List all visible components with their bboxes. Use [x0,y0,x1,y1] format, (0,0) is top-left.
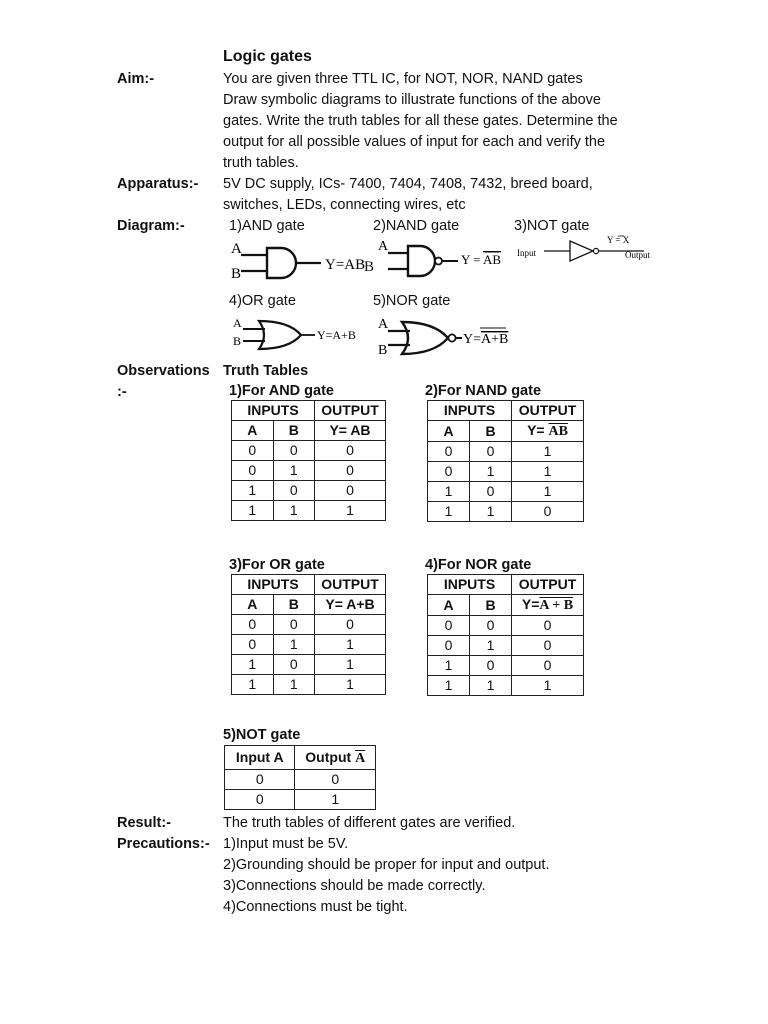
table-row: 1 0 1 [232,655,386,675]
and-truth-table [231,400,386,521]
table-row: 1 1 1 [232,675,386,695]
result-label: Result:- [117,815,171,831]
or-input-a: A [233,316,242,330]
nand-table-title: 2)For NAND gate [425,383,542,399]
table-row: 0 1 0 [232,461,386,481]
output-header: OUTPUT [315,575,386,595]
aim-line-4: output for all possible values of input for each and verify the [223,134,606,150]
or-input-b: B [233,334,242,348]
not-truth-table [224,745,376,810]
output-expression: Y= A+B [315,595,386,615]
or-gate-symbol [231,315,366,355]
col-a-header: A [428,595,470,616]
nand-input-b: B [364,259,375,275]
apparatus-label: Apparatus:- [117,176,199,192]
output-header: OUTPUT [315,401,386,421]
result-text: The truth tables of different gates are verified. [223,815,516,831]
inputs-header: INPUTS [428,575,512,595]
nand-expression-over: AB [483,252,502,267]
table-row: 1 1 1 [428,676,584,696]
and-expression: Y=AB [325,257,366,273]
apparatus-line-2: switches, LEDs, connecting wires, etc [223,197,466,213]
output-header: OUTPUT [512,401,584,421]
not-gate-symbol [514,234,659,270]
not-input-label: Input [517,248,536,258]
table-row: 0 0 0 [232,615,386,635]
col-a-header: A [232,595,274,615]
not-expression: Y = X [607,235,630,245]
observations-label-cont: :- [117,384,127,400]
and-input-a: A [231,241,242,257]
nand-truth-table [427,400,584,522]
input-a-header: Input A [225,746,295,770]
not-gate-caption: 3)NOT gate [514,218,590,234]
or-table-title: 3)For OR gate [229,557,325,573]
nand-gate-caption: 2)NAND gate [373,218,460,234]
truth-tables-heading: Truth Tables [223,363,309,379]
precaution-item-2: 2)Grounding should be proper for input and output. [223,857,550,873]
precaution-item-4: 4)Connections must be tight. [223,899,408,915]
table-row: 0 0 0 [428,616,584,636]
or-expression: Y=A+B [317,328,356,342]
table-row: 1 0 1 [428,482,584,502]
and-gate-caption: 1)AND gate [229,218,305,234]
nand-input-a: A [378,239,389,254]
output-expression: Y=A + B [512,595,584,616]
apparatus-line-1: 5V DC supply, ICs- 7400, 7404, 7408, 7432, breed board, [223,176,593,192]
col-a-header: A [428,421,470,442]
col-b-header: B [470,421,512,442]
table-row: 0 1 0 [428,636,584,656]
table-row: 1 0 0 [428,656,584,676]
aim-line-2: Draw symbolic diagrams to illustrate functions of the above [223,92,601,108]
nand-gate-symbol [376,236,506,284]
table-row: 1 1 1 [232,501,386,521]
output-header: OUTPUT [512,575,584,595]
svg-text:Y=A+B [463,332,508,347]
precaution-item-1: 1)Input must be 5V. [223,836,349,852]
nor-input-b: B [378,343,388,358]
nor-gate-symbol [376,314,516,358]
table-row: 0 1 1 [428,462,584,482]
page-title: Logic gates [223,48,312,65]
aim-label: Aim:- [117,71,155,87]
aim-line-5: truth tables. [223,155,299,171]
table-row: 0 0 [225,770,376,790]
inputs-header: INPUTS [232,575,315,595]
inputs-header: INPUTS [428,401,512,421]
table-row: 0 1 1 [232,635,386,655]
output-a-header: Output $\overline{A}$ [295,746,376,770]
or-truth-table [231,574,386,695]
inputs-header: INPUTS [232,401,315,421]
col-b-header: B [273,595,315,615]
output-expression: Y= AB [315,421,386,441]
table-row: 0 0 1 [428,442,584,462]
and-input-b: B [231,266,242,282]
nor-expression-prefix: Y= [463,332,482,347]
output-expression: $Y= \overline{AB}$ [512,421,584,442]
nor-table-title: 4)For NOR gate [425,557,532,573]
table-row: 0 1 [225,790,376,810]
aim-line-1: You are given three TTL IC, for NOT, NOR, NAND gates [223,71,583,87]
table-row: 1 1 0 [428,502,584,522]
table-row: 1 0 0 [232,481,386,501]
nor-gate-caption: 5)NOR gate [373,293,451,309]
col-a-header: A [232,421,274,441]
col-b-header: B [273,421,315,441]
aim-line-3: gates. Write the truth tables for all these gates. Determine the [223,113,618,129]
not-table-title: 5)NOT gate [223,727,301,743]
nor-input-a: A [378,317,389,332]
svg-text:Y = AB [461,252,501,267]
observations-label: Observations [117,363,210,379]
diagram-label: Diagram:- [117,218,185,234]
table-row: 0 0 0 [232,441,386,461]
and-gate-symbol [229,236,374,284]
or-gate-caption: 4)OR gate [229,293,296,309]
and-table-title: 1)For AND gate [229,383,334,399]
nand-expression-prefix: Y = [461,252,484,267]
precaution-item-3: 3)Connections should be made correctly. [223,878,486,894]
not-output-label: Output [625,250,651,260]
precautions-label: Precautions:- [117,836,210,852]
nor-truth-table [427,574,584,696]
nor-expression-over: A+B [481,332,509,347]
col-b-header: B [470,595,512,616]
